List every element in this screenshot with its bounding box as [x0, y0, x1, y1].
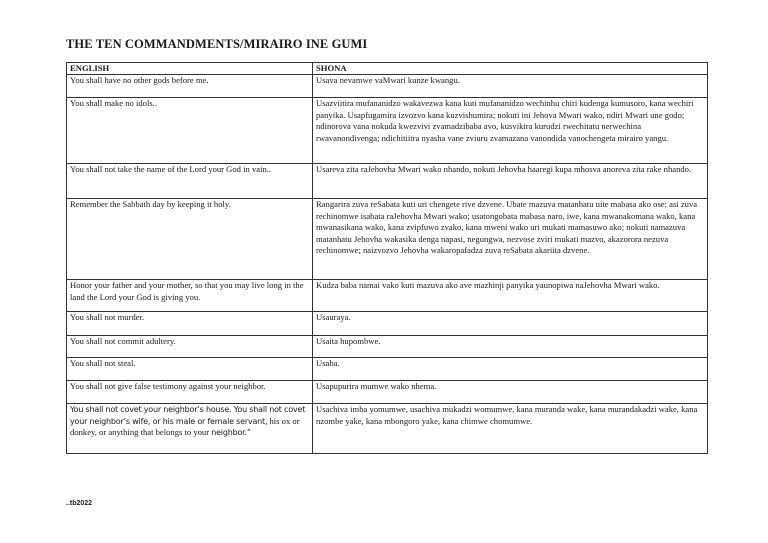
table-row — [67, 280, 708, 312]
table-row — [67, 312, 708, 336]
table-header-row — [67, 63, 708, 75]
english-cell: You shall not commit adultery. — [67, 336, 313, 358]
table-row — [67, 164, 708, 199]
commandments-table — [66, 62, 708, 454]
english-cell: You shall make no idols.. — [67, 98, 313, 164]
shona-cell: Usapupurira mumwe wako nhema. — [313, 381, 708, 404]
english-text-part3: neighbor.” — [211, 428, 251, 438]
shona-cell: Usaita hupombwe. — [313, 336, 708, 358]
shona-cell: Kudza baba namai vako kuti mazuva ako ave mazhinji panyika yaunopiwa naJehovha Mwari wako. — [313, 280, 708, 312]
shona-cell: Usaba. — [313, 358, 708, 381]
english-cell — [67, 404, 313, 454]
document-title: THE TEN COMMANDMENTS/MIRAIRO INE GUMI — [66, 37, 368, 51]
shona-cell: Usachiva imba yomumwe, usachiva mukadzi womumwe, kana muranda wake, kana murandakadzi wake, kana nzombe yake, kana mbongoro yake, kana chimwe chomumwe. — [313, 404, 708, 454]
table-row — [67, 336, 708, 358]
english-cell: You shall not take the name of the Lord your God in vain.. — [67, 164, 313, 199]
shona-cell: Rangarira zuva reSabata kuti uri chengete rive dzvene. Ubate mazuva matanhatu uite mabasa ako ose; asi zuva rechinomwe isabata raJehovha Mwari wako; usatongobata mabasa naro, iwe, kana mwanakomana wako, kana mwanasikana wako, kana zvipfuwo zvako, kana mweni wako uri mukati mamasuwo ako; nokuti namazuva matanhatu Jehovha wakasika denga napasi, negungwa, nezvose zviri mukati mazvo, akazorora nezuva rechinomwe; naizvozvo Jehovha wakaropafadza zuva reSabata akariita dzvene. — [313, 199, 708, 280]
table-row — [67, 199, 708, 280]
english-cell: You shall have no other gods before me. — [67, 75, 313, 98]
english-cell: You shall not murder. — [67, 312, 313, 336]
english-cell: You shall not steal. — [67, 358, 313, 381]
table-row — [67, 75, 708, 98]
english-cell: Remember the Sabbath day by keeping it holy. — [67, 199, 313, 280]
english-cell: You shall not give false testimony against your neighbor. — [67, 381, 313, 404]
table-row — [67, 358, 708, 381]
shona-cell: Usauraya. — [313, 312, 708, 336]
column-header-english: ENGLISH — [67, 63, 313, 75]
english-cell: Honor your father and your mother, so that you may live long in the land the Lord your God is giving you. — [67, 280, 313, 312]
shona-cell: Usareva zita raJehovha Mwari wako nhando, nokuti Jehovha haaregi kupa mhosva anoreva zita rake nhando. — [313, 164, 708, 199]
column-header-shona: SHONA — [313, 63, 708, 75]
english-text-part2: his ox or donkey, or anything that belongs to your — [70, 415, 300, 438]
table-row — [67, 381, 708, 404]
table-row — [67, 98, 708, 164]
footer-mark: ..tb2022 — [66, 500, 93, 507]
shona-cell: Usazviitira mufananidzo wakavezwa kana kuti mufananidzo wechinhu chiri kudenga kumusoro, kana wechiri panyika. Usapfugamira izvozvo kana kuzvishumira; nokuti ini Jehova Mwari wako, ndiri Mwari une godo; ndinorova vana nokuda kwezvivi zvamadzibaba avo, kusvikira kurudzi rwechitatu nerwechina rwavanondivenga; ndichitiitra nyasha vane zviuru zvamazana vanondida vanochengeta mirairo yangu. — [313, 98, 708, 164]
english-text-part1: You shall not covet your neighbor’s house. You shall not covet your neighbor’s wife, or his male or female servant, — [70, 405, 306, 426]
table-row — [67, 404, 708, 454]
shona-cell: Usava nevamwe vaMwari kunze kwangu. — [313, 75, 708, 98]
